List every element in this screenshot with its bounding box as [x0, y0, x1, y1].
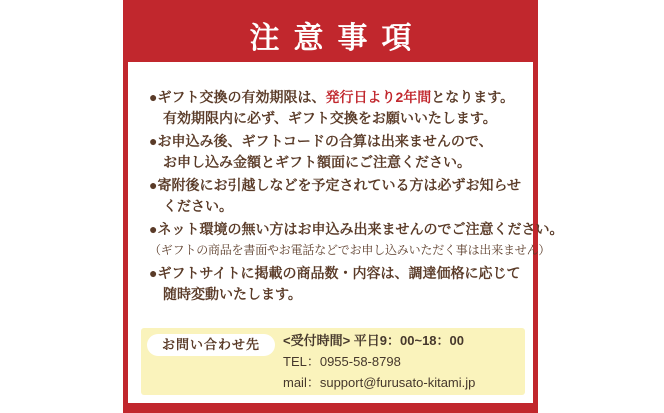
note-text: 寄附後にお引越しなどを予定されている方は必ずお知らせ — [157, 177, 522, 193]
note-item — [149, 175, 525, 217]
note-item — [149, 131, 525, 173]
note-text: となります。 — [431, 89, 515, 105]
bullet-icon: ● — [149, 265, 158, 281]
contact-box — [141, 328, 525, 395]
contact-line: TEL：0955-58-8798 — [283, 354, 401, 369]
note-text: 有効期限内に必ず、ギフト交換をお願いいたします。 — [163, 110, 497, 126]
notice-title: 注意事項 — [249, 22, 426, 55]
note-text: お申し込み金額とギフト額面にご注意ください。 — [163, 154, 471, 170]
note-line — [149, 108, 525, 129]
contact-line: <受付時間> 平日9：00~18：00 — [283, 333, 464, 348]
note-line — [149, 131, 525, 152]
note-text: 随時変動いたします。 — [163, 286, 302, 302]
note-item — [149, 87, 525, 129]
note-text: お申込み後、ギフトコードの合算は出来ませんので、 — [157, 133, 493, 149]
note-line — [149, 284, 525, 305]
note-text: ギフト交換の有効期限は、 — [157, 89, 326, 105]
notes-list — [128, 62, 564, 305]
note-item — [149, 263, 525, 305]
bullet-icon: ● — [149, 177, 158, 193]
note-subline — [149, 240, 551, 261]
notice-content-box — [128, 62, 564, 403]
note-text: ください。 — [163, 198, 233, 214]
note-line — [149, 175, 525, 196]
contact-lines — [283, 330, 475, 393]
highlight-text: 発行日より2年間 — [325, 89, 432, 105]
bullet-icon: ● — [149, 133, 158, 149]
note-line — [149, 196, 525, 217]
contact-label-pill — [147, 334, 275, 356]
note-line — [149, 87, 525, 108]
contact-label: お問い合わせ先 — [161, 337, 260, 352]
note-item — [149, 219, 564, 261]
note-text: ネット環境の無い方はお申込み出来ませんのでご注意ください。 — [157, 221, 564, 237]
bullet-icon: ● — [149, 89, 158, 105]
note-text: （ギフトの商品を書面やお電話などでお申し込みいただく事は出来ません） — [149, 243, 551, 257]
note-line — [149, 219, 564, 240]
bullet-icon: ● — [149, 221, 158, 237]
note-text: ギフトサイトに掲載の商品数・内容は、調達価格に応じて — [157, 265, 521, 281]
notice-panel — [123, 0, 564, 413]
contact-line: mail：support@furusato-kitami.jp — [283, 375, 476, 390]
note-line — [149, 263, 525, 284]
note-line — [149, 152, 525, 173]
